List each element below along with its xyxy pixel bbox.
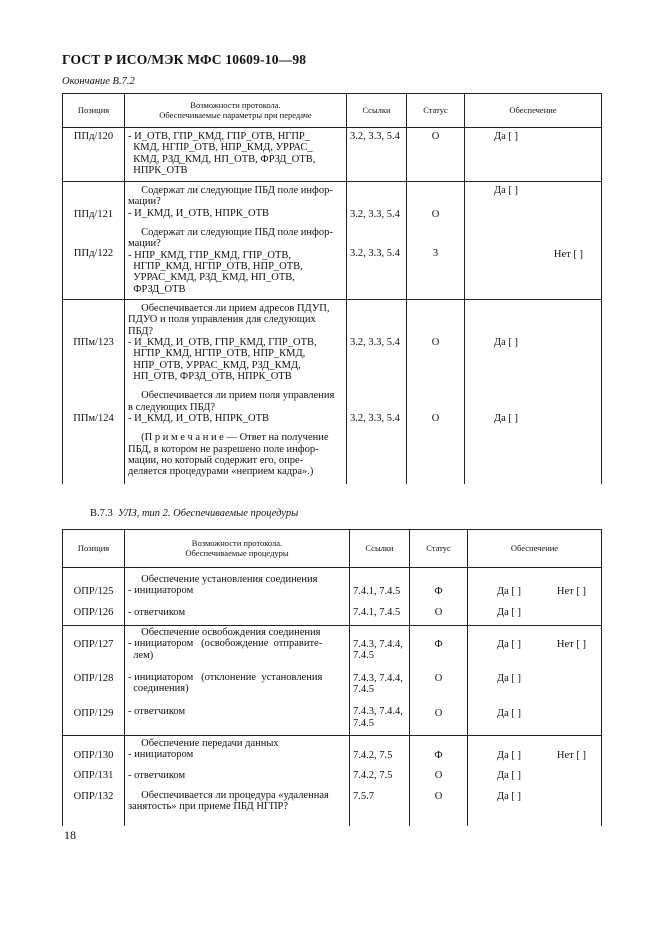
- table-row: [63, 182, 602, 300]
- capability-125-126: Обеспечение установления соединения - инициатором - ответчиком: [125, 568, 350, 626]
- refs-126: 7.4.1, 7.4.5: [353, 607, 401, 619]
- col-header-refs: Ссылки: [350, 530, 410, 568]
- col-header-position: Позиция: [63, 94, 125, 128]
- table1-caption: Окончание В.7.2: [62, 76, 135, 87]
- table-row: [63, 300, 602, 484]
- provision-no-128[interactable]: [521, 673, 586, 684]
- status-129: О: [434, 707, 443, 719]
- table2-caption: В.7.3 УЛЗ, тип 2. Обеспечиваемые процедуры: [90, 508, 299, 519]
- col-header-status: Статус: [407, 94, 465, 128]
- provision-yes-123[interactable]: Да [ ]: [493, 337, 518, 348]
- col-header-status: Статус: [410, 530, 468, 568]
- col-header-provision: Обеспечение: [465, 94, 602, 128]
- provision-no-132[interactable]: [521, 791, 586, 802]
- col-header-refs: Ссылки: [347, 94, 407, 128]
- provision-yes-131[interactable]: Да [ ]: [496, 770, 521, 782]
- position-124: ППм/124: [73, 413, 114, 425]
- position-121: ППд/121: [73, 209, 114, 220]
- provision-yes-130[interactable]: Да [ ]: [496, 750, 521, 761]
- position-128: ОПР/128: [73, 673, 114, 685]
- status-123: О: [431, 337, 440, 348]
- provision-no-130[interactable]: Нет [ ]: [556, 750, 586, 761]
- refs-125: 7.4.1, 7.4.5: [353, 586, 401, 597]
- status-125: Ф: [434, 586, 443, 597]
- capability-130-132: Обеспечение передачи данных - инициатором - ответчиком Обеспечивается ли процедура «удаленная занятость» при приеме ПБД НГПР?: [125, 736, 350, 826]
- provision-yes-124[interactable]: Да [ ]: [493, 413, 518, 425]
- table-row: [63, 128, 602, 182]
- provision-no-131[interactable]: [521, 770, 586, 781]
- table-row: [63, 568, 602, 626]
- refs-132: 7.5.7: [353, 790, 374, 802]
- col-header-capability: Возможности протокола. Обеспечиваемые процедуры: [125, 530, 350, 568]
- provision-no-129[interactable]: [521, 708, 586, 719]
- provision-no-127[interactable]: Нет [ ]: [556, 639, 586, 650]
- provision-yes-128[interactable]: Да [ ]: [496, 673, 521, 685]
- status-127: Ф: [434, 639, 443, 650]
- provision-yes-120[interactable]: Да [ ]: [493, 131, 518, 142]
- col-header-position: Позиция: [63, 530, 125, 568]
- table-b72-continued: [62, 93, 602, 484]
- status-131: О: [434, 770, 443, 782]
- refs-121: 3.2, 3.3, 5.4: [350, 209, 400, 220]
- position-122: ППд/122: [73, 248, 114, 260]
- position-132: ОПР/132: [73, 790, 114, 802]
- status-121: О: [431, 209, 440, 220]
- provision-no-122[interactable]: Нет [ ]: [553, 249, 583, 261]
- provision-yes-121[interactable]: Да [ ]: [493, 185, 518, 196]
- status-130: Ф: [434, 750, 443, 761]
- refs-123: 3.2, 3.3, 5.4: [350, 337, 400, 348]
- capability-120: - И_ОТВ, ГПР_КМД, ГПР_ОТВ, НГПР_ КМД, НГПР_ОТВ, НПР_КМД, УРРАС_ КМД, РЗД_КМД, НП_ОТВ, ФРЗД_ОТВ, НПРК_ОТВ: [125, 128, 347, 182]
- status-126: О: [434, 607, 443, 619]
- provision-yes-132[interactable]: Да [ ]: [496, 790, 521, 802]
- status-122: 3: [432, 248, 439, 260]
- position-127: ОПР/127: [73, 639, 114, 650]
- position-125: ОПР/125: [73, 586, 114, 597]
- refs-120: 3.2, 3.3, 5.4: [350, 131, 400, 142]
- provision-yes-129[interactable]: Да [ ]: [496, 707, 521, 719]
- provision-yes-127[interactable]: Да [ ]: [496, 639, 521, 650]
- refs-128: 7.4.3, 7.4.4, 7.4.5: [353, 672, 403, 695]
- position-131: ОПР/131: [73, 770, 114, 782]
- table-b73-procedures: [62, 529, 602, 826]
- position-120: ППд/120: [73, 131, 114, 142]
- col-header-capability: Возможности протокола. Обеспечиваемые параметры при передаче: [125, 94, 347, 128]
- refs-129: 7.4.3, 7.4.4, 7.4.5: [353, 706, 403, 729]
- capability-121-122: Содержат ли следующие ПБД поле инфор- мации? - И_КМД, И_ОТВ, НПРК_ОТВ Содержат ли следующие ПБД поле инфор- мации? - НПР_КМД, ГПР_КМД, ГПР_ОТВ, НГПР_КМД, НГПР_ОТВ, НПР_ОТВ, УРРАС_КМД, РЗД_КМД, НП_ОТВ, ФРЗД_ОТВ: [125, 182, 347, 300]
- table-row: [63, 626, 602, 736]
- status-128: О: [434, 673, 443, 685]
- table-row: [63, 736, 602, 826]
- status-120: О: [431, 131, 440, 142]
- provision-yes-125[interactable]: Да [ ]: [496, 586, 521, 597]
- provision-no-125[interactable]: Нет [ ]: [556, 586, 586, 597]
- document-header: ГОСТ Р ИСО/МЭК МФС 10609-10—98: [62, 52, 307, 67]
- position-129: ОПР/129: [73, 707, 114, 719]
- provision-yes-122[interactable]: [468, 249, 518, 260]
- provision-no-120[interactable]: [518, 131, 583, 142]
- col-header-provision: Обеспечение: [468, 530, 602, 568]
- refs-122: 3.2, 3.3, 5.4: [350, 248, 400, 260]
- provision-no-123[interactable]: [518, 337, 583, 348]
- status-124: О: [431, 413, 440, 425]
- position-126: ОПР/126: [73, 607, 114, 619]
- page-number: 18: [64, 828, 76, 842]
- status-132: О: [434, 790, 443, 802]
- refs-124: 3.2, 3.3, 5.4: [350, 413, 400, 425]
- position-130: ОПР/130: [73, 750, 114, 761]
- provision-no-126[interactable]: [521, 607, 586, 618]
- provision-no-121[interactable]: [518, 185, 583, 196]
- provision-no-124[interactable]: [518, 413, 583, 424]
- position-123: ППм/123: [73, 337, 114, 348]
- refs-131: 7.4.2, 7.5: [353, 770, 393, 782]
- refs-127: 7.4.3, 7.4.4, 7.4.5: [353, 639, 403, 662]
- capability-127-129: Обеспечение освобождения соединения - инициатором (освобождение отправите- лем) - инициатором (отклонение установления соединения) - ответчиком: [125, 626, 350, 736]
- capability-123-124: Обеспечивается ли прием адресов ПДУП, ПДУО и поля управления для следующих ПБД? - И_КМД, И_ОТВ, ГПР_КМД, ГПР_ОТВ, НГПР_КМД, НГПР_ОТВ, НПР_КМД, НПР_ОТВ, УРРАС_КМД, РЗД_КМД, НП_ОТВ, ФРЗД_ОТВ, НПРК_ОТВ Обеспечивается ли прием поля управления в следующих ПБД? - И_КМД, И_ОТВ, НПРК_ОТВ (П р и м е ч а н и е — Ответ на получение ПБД, в котором не разрешено поле инфор- мации, но который содержит его, опре- деляется процедурами «неприем кадра».): [125, 300, 347, 484]
- refs-130: 7.4.2, 7.5: [353, 750, 393, 761]
- provision-yes-126[interactable]: Да [ ]: [496, 607, 521, 619]
